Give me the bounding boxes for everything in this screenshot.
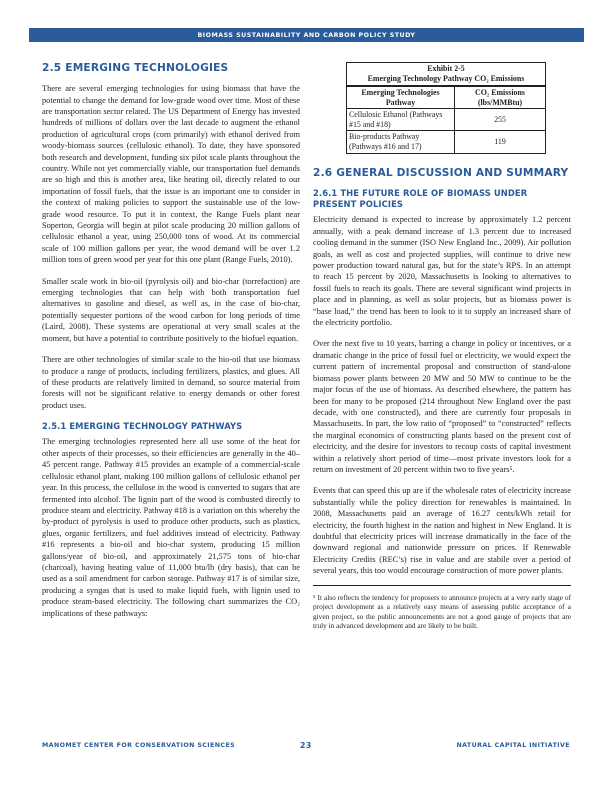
paragraph: There are several emerging technologies for using biomass that have the potential to change the demand for low-grade wood over time. Most of these are transportation sector related. The US Department of Energy has invested hundreds of millions of dollars over the last decade to augment the ethanol production of agricultural crops (corn primarily) with ethanol derived from woody-biomass sources (cellulosic ethanol). To date, they have sponsored both research and development, funding six pilot scale plants throughout the country. While not yet commercially viable, our transportation fuel demands are so high and this is another area, like heating oil, directly related to our importation of fossil fuels, that the issue is an important one to consider in the context of making policies to support the sustainable use of the low-grade wood resource. To put it in context, the Range Fuels plant near Soperton, Georgia will begin at pilot scale producing 20 million gallons of cellulosic ethanol a year, using 250,000 tons of wood. At its commercial scale of 100 million gallons per year, the wood demand will be over 1.2 million tons of green wood per year for this one plant (Range Fuels, 2010). [42, 84, 300, 265]
paragraph: Events that can speed this up are if the wholesale rates of electricity increase substantially while the policy direction for renewables is maintained. In 2008, Massachusetts paid an average of 16.27 cents/kWh retail for electricity, the fourth highest in the nation and highest in New England. It is doubtful that electricity prices will increase dramatically in the face of the downward regional and nationwide pressure on prices. If Renewable Electricity Credits (REC’s) rise in value and are stabile over a period of several years, this too would encourage construction of more power plants. [313, 486, 571, 576]
table-row [347, 108, 545, 130]
paragraph: There are other technologies of similar scale to the bio-oil that use biomass to produce a range of products, including fertilizers, plastics, and glues. All of these products are relatively limited in demand, so source material from forests will not be significant relative to energy demands or other forest product uses. [42, 355, 300, 410]
left-column [42, 62, 300, 619]
table-cell: Cellulosic Ethanol (Pathways #15 and #18) [347, 109, 455, 130]
footnote-divider [313, 585, 571, 586]
paragraph: The emerging technologies represented here all use some of the heat for other aspects of their processes, so their efficiencies are generally in the 40–45 percent range. Pathway #15 provides an example of a commercial-scale cellulosic ethanol plant, making 100 million gallons of cellulosic ethanol per year. In this process, the cellulose in the wood is converted to sugars that are fermented into alcohol. The lignin part of the wood is combusted directly to produce steam and electricity. Pathway #18 is a variation on this whereby the by-product of pyrolysis is used to produce other products, such as plastics, glues, organic fertilizers, and fuel additives instead of electricity. Pathway #16 represents a bio-oil and bio-char system, producing 15 million gallons/year of bio-oil, and approximately 21,575 tons of bio-char (charcoal), having heating value of 11,000 btu/lb (dry basis), that can be used as a soil amendment for carbon storage. Pathway #17 is of similar size, producing a syngas that is used to make liquid fuels, with lignin used to produce steam-based electricity. The following chart summarizes the CO₂ implications of these pathways: [42, 437, 300, 618]
column-header: Emerging Technologies Pathway [347, 87, 455, 108]
table-cell: 255 [494, 114, 506, 124]
table-header-row [347, 86, 545, 108]
paragraph: Smaller scale work in bio-oil (pyrolysis oil) and bio-char (torrefaction) are emerging technologies that can help with both transportation fuel alternatives to gasoline and diesel, as well as, in the case of bio-char, potentially sequester portions of the wood carbon for long periods of time (Laird, 2008). These systems are operational at very small scales at the moment, but have a potential to contribute positively to the biofuel equation. [42, 276, 300, 343]
subsection-heading-technology-pathways: 2.5.1 EMERGING TECHNOLOGY PATHWAYS [42, 421, 243, 432]
section-heading-emerging-technologies: 2.5 EMERGING TECHNOLOGIES [42, 62, 229, 74]
table-cell: Bio-products Pathway (Pathways #16 and 17) [347, 131, 455, 152]
section-heading-general-discussion: 2.6 GENERAL DISCUSSION AND SUMMARY [313, 166, 569, 179]
paragraph: Electricity demand is expected to increase by approximately 1.2 percent annually, with a peak demand increase of 1.3 percent due to increased cooling demand in the summer (ISO New England Inc., 2009). Air pollution goals, as well as cost and projected supplies, will continue to drive new power production toward natural gas, but for the state’s RPS. In an attempt to reach 15 percent by 2020, Massachusetts is looking to alternatives to fossil fuels to reach its goals. There are several significant wind projects in place and in planning, as well as solar projects, but as biomass power is “base load,” the trend has been to look to it to supply an increased share of the electricity portfolio. [313, 215, 571, 328]
subsection-heading-future-role: 2.6.1 THE FUTURE ROLE OF BIOMASS UNDER PRESENT POLICIES [313, 187, 528, 210]
footer-initiative: NATURAL CAPITAL INITIATIVE [456, 742, 570, 749]
table-cell: 119 [494, 137, 506, 147]
footer-organization: MANOMET CENTER FOR CONSERVATION SCIENCES [42, 742, 236, 749]
table-row [347, 130, 545, 152]
running-header: BIOMASS SUSTAINABILITY AND CARBON POLICY STUDY [29, 28, 584, 42]
column-header: CO₂ Emissions (lbs/MMBtu) [475, 88, 525, 107]
exhibit-table [346, 62, 546, 154]
paragraph: Over the next five to 10 years, barring a change in policy or incentives, or a dramatic change in the price of fossil fuel or electricity, we would expect the current pattern of incremental proposal and construction of stand-alone biomass power plants between 20 MW and 50 MW to continue to be the major focus of the use of biomass. As described elsewhere, the pattern has been for many to be proposed (214 throughout New England over the past decade, with one constructed), and there are currently four proposals in Massachusetts. In part, the low ratio of “proposed” to “constructed” reflects the marginal economics of constructing plants based on the present cost of electricity, and the desire for investors to recoup costs of capital investment within a relatively short period of time—most private investors look for a return on investment of 20 percent within two to five years⁵. [313, 339, 571, 474]
exhibit-number: Exhibit 2-5 [427, 64, 465, 73]
page-number: 23 [300, 741, 312, 750]
exhibit-caption: Emerging Technology Pathway CO₂ Emissions [367, 74, 525, 83]
footnote: ⁵ It also reflects the tendency for proposers to announce projects at a very early stage of project development as a relatively easy means of assessing public acceptance of a given project, so the public announcements are not a good gauge of projects that are truly in advanced development and are likely to be built. [313, 592, 571, 631]
exhibit-title [347, 63, 545, 86]
right-column [313, 62, 571, 631]
